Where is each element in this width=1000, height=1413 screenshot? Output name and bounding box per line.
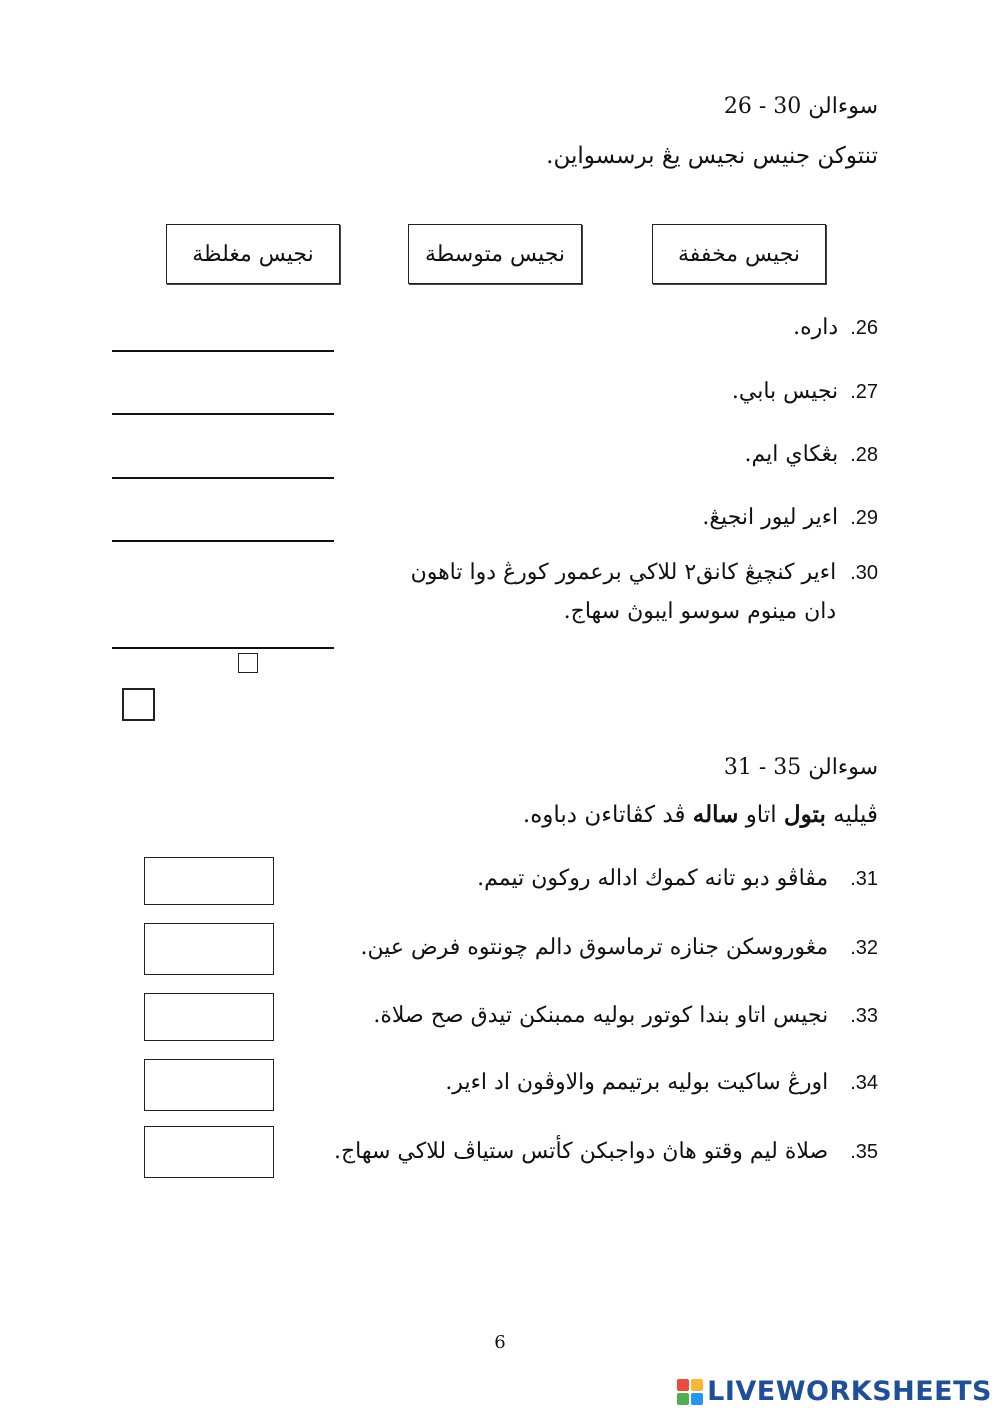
question-34 — [445, 1070, 878, 1095]
question-number: 35. — [850, 1141, 878, 1163]
question-28 — [745, 442, 878, 467]
liveworksheets-brand[interactable] — [677, 1376, 992, 1407]
question-text: مڠوروسكن جنازه ترماسوق دالم چونتوه فرض عين. — [360, 935, 829, 960]
question-number: 27. — [850, 381, 878, 403]
question-30 — [411, 560, 878, 624]
question-32 — [361, 935, 878, 960]
category-mutawassitah[interactable]: نجيس متوسطة — [408, 224, 582, 284]
answer-line-29[interactable] — [112, 540, 334, 542]
large-checkbox[interactable] — [122, 688, 155, 721]
question-text: داره. — [793, 315, 839, 340]
answer-line-26[interactable] — [112, 350, 334, 352]
question-text: نجيس اتاو بندا كوتور بوليه ممبنكن تيدق صح صلاة. — [373, 1003, 829, 1028]
question-number: 26. — [850, 317, 878, 339]
question-text-line1: اءير كنچيڠ كانق٢ للاكي برعمور كورڠ دوا تاهون — [410, 560, 837, 585]
question-text: نجيس بابي. — [731, 379, 839, 404]
question-text-line2: دان مينوم سوسو ايبوڽ سهاج. — [563, 599, 837, 624]
answer-box-34[interactable] — [144, 1059, 274, 1111]
instruction-text: ڤيليه — [833, 802, 878, 828]
question-number: 34. — [850, 1072, 878, 1094]
question-text: اءير ليور انجيڠ. — [702, 505, 839, 530]
question-27 — [732, 379, 878, 404]
category-mughallazah[interactable]: نجيس مغلظة — [166, 224, 340, 284]
brand-name: LIVEWORKSHEETS — [707, 1376, 992, 1407]
section1-heading: سوءالن 30 - 26 — [723, 94, 878, 119]
question-26 — [793, 315, 878, 340]
section2-instruction — [523, 801, 878, 828]
answer-box-35[interactable] — [144, 1126, 274, 1178]
answer-line-27[interactable] — [112, 413, 334, 415]
category-mukhaffafah[interactable]: نجيس مخففة — [652, 224, 826, 284]
instruction-bold-false: ساله — [692, 801, 739, 828]
question-number: 32. — [850, 937, 878, 959]
answer-line-28[interactable] — [112, 477, 334, 479]
question-29 — [702, 505, 878, 530]
answer-box-32[interactable] — [144, 923, 274, 975]
liveworksheets-logo-icon — [677, 1379, 703, 1405]
page-number: 6 — [494, 1332, 506, 1353]
section2-heading: سوءالن 35 - 31 — [723, 755, 878, 780]
answer-line-30[interactable] — [112, 647, 334, 649]
instruction-bold-true: بتول — [783, 801, 826, 828]
question-number: 29. — [850, 507, 878, 529]
question-text: صلاة ليم وقتو هاڽ دواجبكن كأتس ستياڤ للاكي سهاج. — [333, 1139, 829, 1164]
question-33 — [373, 1003, 878, 1028]
question-31 — [477, 866, 878, 891]
question-text: مڤاڤو دبو تانه كموك اداله روكون تيمم. — [477, 866, 829, 891]
small-checkbox[interactable] — [238, 653, 258, 673]
question-number: 31. — [850, 868, 878, 890]
answer-box-31[interactable] — [144, 857, 274, 905]
question-text: اورڠ ساكيت بوليه برتيمم والاوڤون اد اءير. — [445, 1070, 829, 1095]
question-number: 33. — [850, 1005, 878, 1027]
answer-box-33[interactable] — [144, 993, 274, 1041]
question-number: 30. — [850, 562, 878, 584]
question-text: بڠكاي ايم. — [744, 442, 839, 467]
question-35 — [334, 1139, 878, 1164]
section1-instruction: تنتوكن جنيس نجيس يڠ برسسواين. — [546, 143, 878, 169]
question-number: 28. — [850, 444, 878, 466]
instruction-text: ڤد كڤاتاءن دباوه. — [522, 802, 686, 828]
instruction-text: اتاو — [745, 802, 777, 828]
